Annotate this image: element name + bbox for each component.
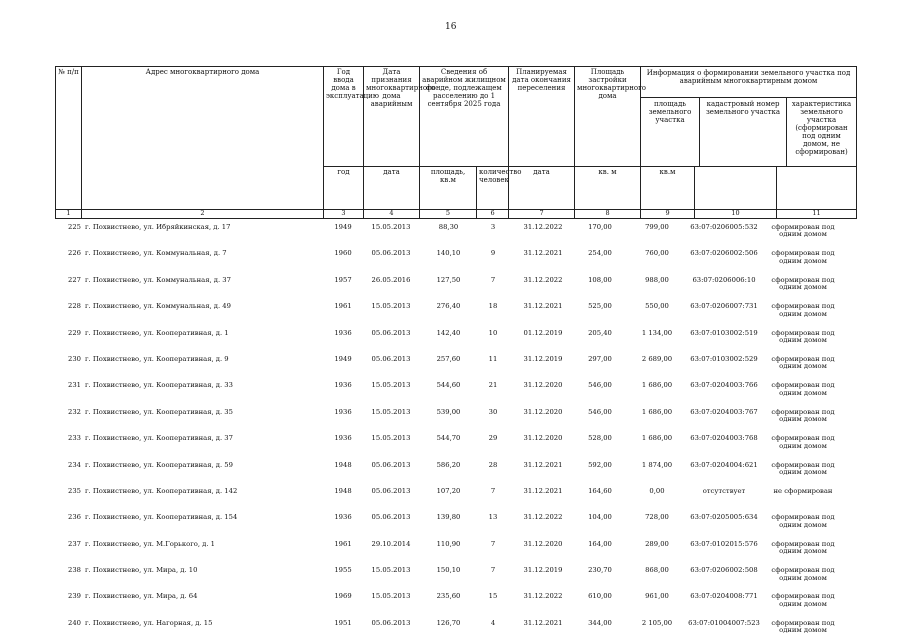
row-building-area: 164,00 bbox=[588, 539, 612, 548]
sub-area: площадь, кв.м bbox=[420, 167, 477, 210]
row-count: 10 bbox=[488, 328, 498, 337]
row-year: 1936 bbox=[334, 407, 352, 416]
row-area: 142,40 bbox=[436, 328, 461, 337]
header-land-info: Информация о формировании земельного участка под аварийным многоквартирным домом bbox=[641, 67, 856, 98]
sub-blank-status bbox=[777, 167, 857, 210]
row-year: 1949 bbox=[334, 354, 352, 363]
row-plan-date: 31.12.2021 bbox=[523, 486, 563, 495]
row-year: 1936 bbox=[334, 328, 352, 337]
row-plan-date: 31.12.2022 bbox=[523, 275, 563, 284]
page-number: 16 bbox=[445, 22, 457, 32]
row-date: 05.06.2013 bbox=[371, 354, 411, 363]
row-cadastral: 63:07:0103002:529 bbox=[690, 354, 758, 363]
row-count: 7 bbox=[490, 486, 496, 495]
row-address: г. Похвистнево, ул. Коммунальная, д. 37 bbox=[85, 275, 231, 284]
row-year: 1955 bbox=[334, 566, 352, 575]
row-land-area: 1 686,00 bbox=[641, 434, 673, 443]
row-address: г. Похвистнево, ул. Мира, д. 10 bbox=[85, 566, 198, 575]
table-row bbox=[55, 618, 843, 644]
row-address: г. Похвистнево, ул. Кооперативная, д. 9 bbox=[85, 354, 229, 363]
header-year-built: Год ввода дома в эксплуатацию bbox=[324, 67, 364, 167]
row-address: г. Похвистнево, ул. Кооперативная, д. 154 bbox=[85, 513, 238, 522]
row-land-area: 799,00 bbox=[645, 223, 669, 231]
row-status: сформирован под одним домом bbox=[771, 223, 835, 239]
row-date: 15.05.2013 bbox=[371, 566, 411, 575]
row-area: 139,80 bbox=[436, 513, 461, 522]
row-status: сформирован под одним домом bbox=[771, 539, 835, 556]
row-status: не сформирован bbox=[773, 486, 833, 495]
header-land-status: характеристика земельного участка (сформирован под одним домом, не сформирован) bbox=[791, 100, 852, 157]
sub-year: год bbox=[324, 167, 364, 210]
row-building-area: 297,00 bbox=[588, 354, 612, 363]
row-address: г. Похвистнево, ул. Кооперативная, д. 37 bbox=[85, 434, 233, 443]
row-status: сформирован под одним домом bbox=[771, 566, 835, 582]
table-row bbox=[55, 301, 843, 327]
row-building-area: 610,00 bbox=[588, 592, 612, 601]
row-date: 15.05.2013 bbox=[371, 592, 411, 601]
sub-count: количество человек bbox=[477, 167, 509, 210]
row-plan-date: 31.12.2020 bbox=[523, 381, 563, 390]
row-count: 7 bbox=[490, 275, 496, 284]
row-number: 240 bbox=[68, 618, 81, 627]
row-cadastral: отсутствует bbox=[702, 486, 746, 495]
row-area: 257,60 bbox=[436, 354, 461, 363]
col-num-8: 8 bbox=[575, 210, 641, 219]
row-count: 13 bbox=[488, 513, 498, 522]
row-area: 126,70 bbox=[436, 618, 461, 627]
row-cadastral: 63:07:0206002:506 bbox=[690, 249, 758, 258]
row-land-area: 289,00 bbox=[645, 539, 669, 548]
row-date: 05.06.2013 bbox=[371, 460, 411, 469]
header-recognition-date: Дата признания многоквартирного дома аварийным bbox=[364, 67, 420, 167]
col-num-1: 1 bbox=[56, 210, 82, 219]
row-plan-date: 31.12.2019 bbox=[523, 566, 563, 575]
table-row bbox=[55, 275, 843, 301]
row-year: 1949 bbox=[334, 223, 352, 231]
table-row bbox=[55, 460, 843, 486]
table-row bbox=[55, 248, 843, 274]
row-building-area: 164,60 bbox=[588, 486, 612, 495]
row-address: г. Похвистнево, ул. Ибряйкинская, д. 17 bbox=[85, 223, 231, 231]
row-area: 107,20 bbox=[436, 486, 461, 495]
row-building-area: 525,00 bbox=[588, 302, 612, 311]
row-status: сформирован под одним домом bbox=[771, 460, 835, 476]
header-emergency-info: Сведения об аварийном жилищном фонде, подлежащем расселению до 1 сентября 2025 года bbox=[420, 67, 509, 167]
row-cadastral: 63:07:01004007:523 bbox=[688, 618, 760, 627]
row-number: 226 bbox=[68, 249, 81, 258]
row-cadastral: 63:07:0103002:519 bbox=[690, 328, 758, 337]
row-area: 150,10 bbox=[436, 566, 461, 575]
row-cadastral: 63:07:0204004:621 bbox=[690, 460, 758, 469]
row-number: 230 bbox=[68, 354, 81, 363]
row-land-area: 728,00 bbox=[645, 513, 669, 522]
row-date: 05.06.2013 bbox=[371, 513, 411, 522]
row-building-area: 546,00 bbox=[588, 381, 612, 390]
col-num-11: 11 bbox=[777, 210, 857, 219]
header-cadastral: кадастровый номер земельного участка bbox=[700, 98, 787, 166]
row-count: 18 bbox=[488, 302, 498, 311]
row-building-area: 254,00 bbox=[588, 249, 612, 258]
row-building-area: 205,40 bbox=[588, 328, 612, 337]
row-cadastral: 63:07:0206005:532 bbox=[690, 223, 758, 231]
row-cadastral: 63:07:0204008:771 bbox=[690, 592, 758, 601]
row-land-area: 2 689,00 bbox=[641, 354, 673, 363]
row-cadastral: 63:07:0204003:767 bbox=[690, 407, 758, 416]
row-date: 15.05.2013 bbox=[371, 407, 411, 416]
row-plan-date: 31.12.2021 bbox=[523, 249, 563, 258]
col-num-6: 6 bbox=[477, 210, 509, 219]
row-cadastral: 63:07:0204003:768 bbox=[690, 434, 758, 443]
table-row bbox=[55, 565, 843, 591]
row-count: 30 bbox=[488, 407, 498, 416]
row-year: 1961 bbox=[334, 539, 352, 548]
row-year: 1960 bbox=[334, 249, 352, 258]
row-plan-date: 31.12.2020 bbox=[523, 434, 563, 443]
row-plan-date: 31.12.2021 bbox=[523, 460, 563, 469]
sub-date: дата bbox=[364, 167, 420, 210]
row-address: г. Похвистнево, ул. Коммунальная, д. 7 bbox=[85, 249, 227, 258]
row-number: 225 bbox=[68, 223, 81, 231]
row-plan-date: 31.12.2020 bbox=[523, 407, 563, 416]
row-cadastral: 63:07:0206002:508 bbox=[690, 566, 758, 575]
row-area: 110,90 bbox=[436, 539, 461, 548]
col-num-4: 4 bbox=[364, 210, 420, 219]
row-number: 238 bbox=[68, 566, 81, 575]
row-status: сформирован под одним домом bbox=[771, 328, 835, 345]
row-address: г. Похвистнево, ул. М.Горького, д. 1 bbox=[85, 539, 215, 548]
row-building-area: 592,00 bbox=[588, 460, 612, 469]
row-land-area: 1 874,00 bbox=[641, 460, 673, 469]
sub-sqm2: кв.м bbox=[641, 167, 695, 210]
row-number: 233 bbox=[68, 434, 81, 443]
row-address: г. Похвистнево, ул. Кооперативная, д. 1 bbox=[85, 328, 229, 337]
row-land-area: 988,00 bbox=[645, 275, 669, 284]
row-count: 29 bbox=[488, 434, 498, 443]
sub-blank-cad bbox=[695, 167, 777, 210]
row-building-area: 104,00 bbox=[588, 513, 612, 522]
col-num-5: 5 bbox=[420, 210, 477, 219]
row-date: 15.05.2013 bbox=[371, 434, 411, 443]
row-land-area: 1 686,00 bbox=[641, 381, 673, 390]
row-number: 232 bbox=[68, 407, 81, 416]
sub-plan-date: дата bbox=[509, 167, 575, 210]
col-num-10: 10 bbox=[695, 210, 777, 219]
row-date: 15.05.2013 bbox=[371, 223, 411, 231]
table-row bbox=[55, 407, 843, 433]
row-building-area: 528,00 bbox=[588, 434, 612, 443]
row-year: 1948 bbox=[334, 460, 352, 469]
row-building-area: 344,00 bbox=[588, 618, 612, 627]
row-year: 1957 bbox=[334, 275, 352, 284]
row-building-area: 230,70 bbox=[588, 566, 612, 575]
row-status: сформирован под одним домом bbox=[771, 618, 835, 635]
row-address: г. Похвистнево, ул. Кооперативная, д. 142 bbox=[85, 486, 238, 495]
row-number: 239 bbox=[68, 592, 81, 601]
row-plan-date: 01.12.2019 bbox=[523, 328, 563, 337]
header-address: Адрес многоквартирного дома bbox=[82, 67, 324, 210]
row-date: 05.06.2013 bbox=[371, 249, 411, 258]
row-status: сформирован под одним домом bbox=[771, 381, 835, 397]
row-area: 140,10 bbox=[436, 249, 461, 258]
col-num-3: 3 bbox=[324, 210, 364, 219]
row-date: 15.05.2013 bbox=[371, 381, 411, 390]
row-number: 228 bbox=[68, 302, 81, 311]
row-status: сформирован под одним домом bbox=[771, 249, 835, 265]
table-row bbox=[55, 539, 843, 565]
table-row bbox=[55, 354, 843, 380]
row-count: 7 bbox=[490, 566, 496, 575]
row-area: 235,60 bbox=[436, 592, 461, 601]
row-area: 544,70 bbox=[436, 434, 461, 443]
row-date: 05.06.2013 bbox=[371, 618, 411, 627]
register-rows bbox=[55, 222, 843, 644]
row-cadastral: 63:07:0205005:634 bbox=[690, 513, 758, 522]
row-count: 4 bbox=[490, 618, 496, 627]
row-cadastral: 63:07:0102015:576 bbox=[690, 539, 758, 548]
row-land-area: 0,00 bbox=[649, 486, 665, 495]
col-num-2: 2 bbox=[82, 210, 324, 219]
row-year: 1961 bbox=[334, 302, 352, 311]
row-year: 1948 bbox=[334, 486, 352, 495]
header-building-area: Площадь застройки многоквартирного дома bbox=[575, 67, 641, 167]
row-area: 276,40 bbox=[436, 302, 461, 311]
row-plan-date: 31.12.2022 bbox=[523, 592, 563, 601]
table-row bbox=[55, 328, 843, 354]
table-row bbox=[55, 433, 843, 459]
row-number: 235 bbox=[68, 486, 81, 495]
row-date: 29.10.2014 bbox=[371, 539, 411, 548]
row-address: г. Похвистнево, ул. Мира, д. 64 bbox=[85, 592, 198, 601]
row-cadastral: 63:07:0204003:766 bbox=[690, 381, 758, 390]
row-land-area: 1 686,00 bbox=[641, 407, 673, 416]
row-year: 1969 bbox=[334, 592, 352, 601]
row-plan-date: 31.12.2020 bbox=[523, 539, 563, 548]
row-plan-date: 31.12.2021 bbox=[523, 302, 563, 311]
row-address: г. Похвистнево, ул. Коммунальная, д. 49 bbox=[85, 302, 231, 311]
table-row bbox=[55, 591, 843, 617]
row-land-area: 550,00 bbox=[645, 302, 669, 311]
row-count: 7 bbox=[490, 539, 496, 548]
row-date: 26.05.2016 bbox=[371, 275, 411, 284]
row-date: 15.05.2013 bbox=[371, 302, 411, 311]
table-row bbox=[55, 222, 843, 248]
row-area: 544,60 bbox=[436, 381, 461, 390]
row-land-area: 868,00 bbox=[645, 566, 669, 575]
row-status: сформирован под одним домом bbox=[771, 275, 835, 292]
table-row bbox=[55, 486, 843, 512]
row-status: сформирован под одним домом bbox=[771, 302, 835, 318]
row-plan-date: 31.12.2019 bbox=[523, 354, 563, 363]
register-table-header bbox=[55, 66, 857, 219]
col-num-9: 9 bbox=[641, 210, 695, 219]
row-plan-date: 31.12.2022 bbox=[523, 223, 563, 231]
row-land-area: 2 105,00 bbox=[641, 618, 673, 627]
row-building-area: 108,00 bbox=[588, 275, 612, 284]
row-year: 1936 bbox=[334, 513, 352, 522]
row-number: 236 bbox=[68, 513, 81, 522]
row-address: г. Похвистнево, ул. Кооперативная, д. 33 bbox=[85, 381, 233, 390]
row-number: 231 bbox=[68, 381, 81, 390]
row-address: г. Похвистнево, ул. Нагорная, д. 15 bbox=[85, 618, 213, 627]
header-no: № п/п bbox=[56, 67, 82, 210]
row-count: 11 bbox=[488, 354, 498, 363]
row-status: сформирован под одним домом bbox=[771, 434, 835, 450]
row-year: 1936 bbox=[334, 434, 352, 443]
row-number: 237 bbox=[68, 539, 81, 548]
header-land-info-group bbox=[641, 67, 857, 167]
header-land-area: площадь земельного участка bbox=[641, 98, 700, 166]
row-status: сформирован под одним домом bbox=[771, 592, 835, 608]
row-plan-date: 31.12.2021 bbox=[523, 618, 563, 627]
row-cadastral: 63:07:0206007:731 bbox=[690, 302, 758, 311]
row-number: 227 bbox=[68, 275, 81, 284]
row-date: 05.06.2013 bbox=[371, 486, 411, 495]
row-land-area: 760,00 bbox=[645, 249, 669, 258]
row-number: 234 bbox=[68, 460, 81, 469]
row-address: г. Похвистнево, ул. Кооперативная, д. 59 bbox=[85, 460, 233, 469]
row-year: 1936 bbox=[334, 381, 352, 390]
row-area: 539,00 bbox=[436, 407, 461, 416]
row-count: 15 bbox=[488, 592, 498, 601]
col-num-7: 7 bbox=[509, 210, 575, 219]
row-building-area: 546,00 bbox=[588, 407, 612, 416]
row-address: г. Похвистнево, ул. Кооперативная, д. 35 bbox=[85, 407, 233, 416]
row-land-area: 961,00 bbox=[645, 592, 669, 601]
row-date: 05.06.2013 bbox=[371, 328, 411, 337]
row-status: сформирован под одним домом bbox=[771, 407, 835, 424]
table-row bbox=[55, 380, 843, 406]
row-count: 3 bbox=[490, 223, 496, 231]
row-status: сформирован под одним домом bbox=[771, 513, 835, 529]
sub-sqm: кв. м bbox=[575, 167, 641, 210]
row-count: 21 bbox=[488, 381, 498, 390]
row-building-area: 170,00 bbox=[588, 223, 612, 231]
header-planned-date: Планируемая дата окончания переселения bbox=[509, 67, 575, 167]
row-area: 127,50 bbox=[436, 275, 461, 284]
row-cadastral: 63:07:0206006:10 bbox=[692, 275, 756, 284]
row-year: 1951 bbox=[334, 618, 352, 627]
row-plan-date: 31.12.2022 bbox=[523, 513, 563, 522]
row-area: 88,30 bbox=[438, 223, 459, 231]
row-status: сформирован под одним домом bbox=[771, 354, 835, 371]
row-number: 229 bbox=[68, 328, 81, 337]
row-count: 9 bbox=[490, 249, 496, 258]
row-count: 28 bbox=[488, 460, 498, 469]
table-row bbox=[55, 512, 843, 538]
row-area: 586,20 bbox=[436, 460, 461, 469]
row-land-area: 1 134,00 bbox=[641, 328, 673, 337]
